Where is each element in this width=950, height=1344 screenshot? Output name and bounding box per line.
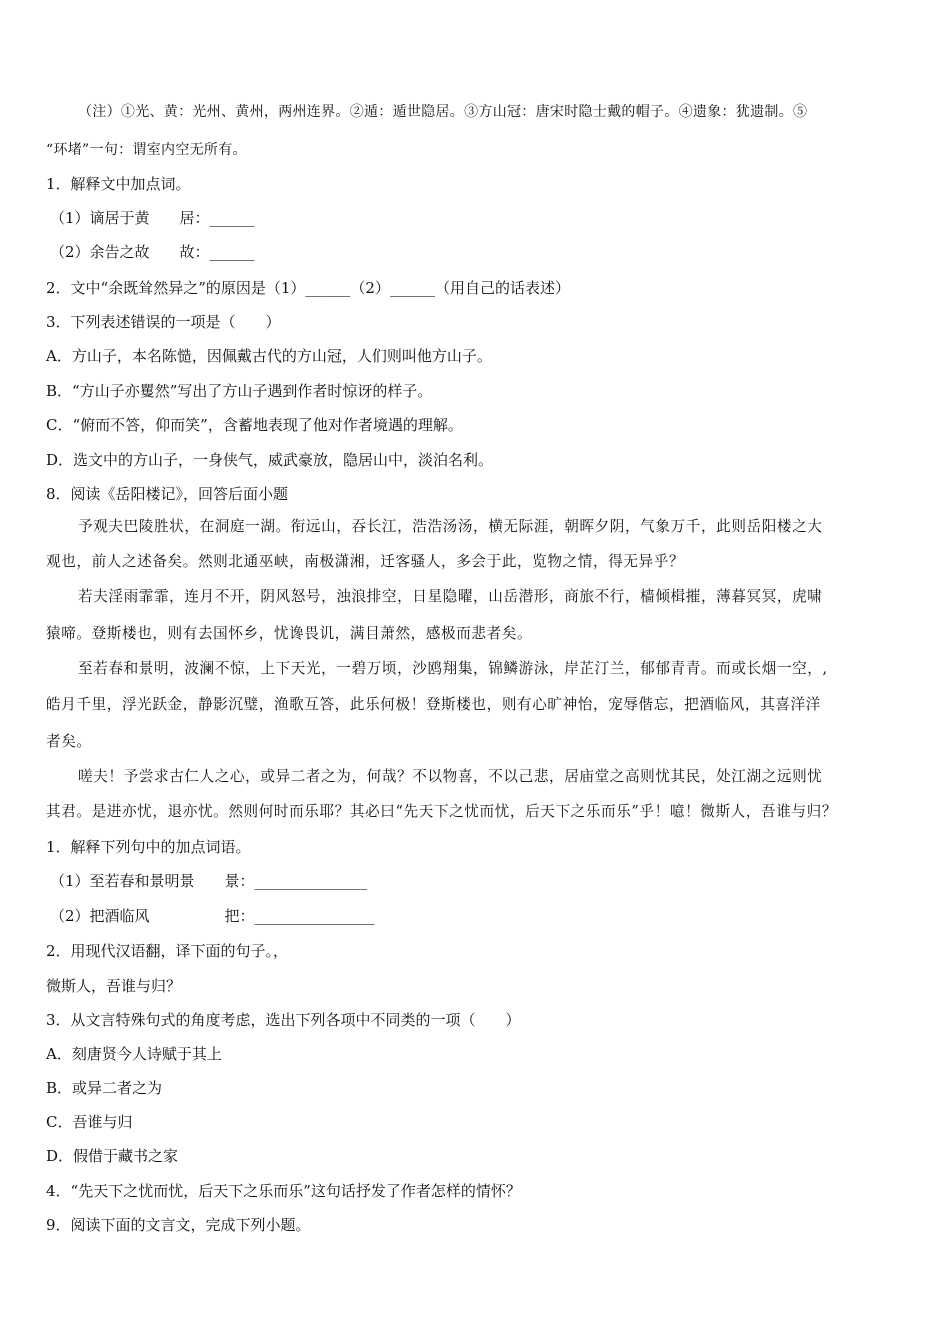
passage-line: 猿啼。登斯楼也，则有去国怀乡，忧谗畏讥，满目萧然，感极而悲者矣。 <box>46 625 533 642</box>
question-stem: 4．“先天下之忧而忧，后天下之乐而乐”这句话抒发了作者怎样的情怀？ <box>46 1182 521 1200</box>
answer-option: A．刻唐贤今人诗赋于其上 <box>46 1045 222 1063</box>
question-stem: 3．下列表述错误的一项是（ ） <box>46 313 281 331</box>
sub-question: （1）谪居于黄 居：______ <box>50 209 255 227</box>
section-heading: 8．阅读《岳阳楼记》，回答后面小题 <box>46 485 289 503</box>
sub-question: （2）把酒临风 把：________________ <box>50 907 375 925</box>
section-heading: 9．阅读下面的文言文，完成下列小题。 <box>46 1216 311 1234</box>
sub-question: （2）余告之故 故：______ <box>50 243 255 261</box>
passage-line: 其君。是进亦忧，退亦忧。然则何时而乐耶？其必曰“先天下之忧而忧，后天下之乐而乐”乎！噫！微斯人，吾谁与归？ <box>46 803 838 820</box>
question-stem: 1．解释文中加点词。 <box>46 175 191 193</box>
passage-line: 至若春和景明，波澜不惊，上下天光，一碧万顷，沙鸥翔集，锦鳞游泳，岸芷汀兰，郁郁青青。而或长烟一空，, <box>78 660 828 677</box>
passage-line: 观也，前人之述备矣。然则北通巫峡，南极潇湘，迁客骚人，多会于此，览物之情，得无异乎？ <box>46 553 685 570</box>
sub-question: （1）至若春和景明景 景：_______________ <box>50 872 368 890</box>
annotation-note-line: “环堵”一句：谓室内空无所有。 <box>46 142 247 158</box>
question-text: 微斯人，吾谁与归？ <box>46 977 182 995</box>
passage-line: 若夫淫雨霏霏，连月不开，阴风怒号，浊浪排空，日星隐曜，山岳潜形，商旅不行，樯倾楫摧，薄暮冥冥，虎啸 <box>78 588 823 605</box>
answer-option: D．选文中的方山子，一身侠气，威武豪放，隐居山中，淡泊名利。 <box>46 451 494 469</box>
annotation-note-line: （注）①光、黄：光州、黄州，两州连界。②遁：遁世隐居。③方山冠：唐宋时隐士戴的帽子。④遗象：犹遗制。⑤ <box>78 104 808 120</box>
answer-option: B．或异二者之为 <box>46 1079 163 1097</box>
answer-option: C．吾谁与归 <box>46 1113 133 1131</box>
question-stem: 3．从文言特殊句式的角度考虑，选出下列各项中不同类的一项（ ） <box>46 1011 521 1029</box>
passage-line: 嗟夫！予尝求古仁人之心，或异二者之为，何哉？不以物喜，不以己悲，居庙堂之高则忧其民，处江湖之远则忧 <box>78 768 823 785</box>
answer-option: D．假借于藏书之家 <box>46 1147 179 1165</box>
answer-option: B．“方山子亦矍然”写出了方山子遇到作者时惊讶的样子。 <box>46 382 433 400</box>
question-stem: 2．用现代汉语翻，译下面的句子。， <box>46 942 289 960</box>
passage-line: 予观夫巴陵胜状，在洞庭一湖。衔远山，吞长江，浩浩汤汤，横无际涯，朝晖夕阴，气象万千，此则岳阳楼之大 <box>78 518 823 535</box>
question-stem: 2．文中“余既耸然异之”的原因是（1）______（2）______（用自己的话表述） <box>46 279 570 297</box>
passage-line: 皓月千里，浮光跃金，静影沉璧，渔歌互答，此乐何极！登斯楼也，则有心旷神怡，宠辱偕忘，把酒临风，其喜洋洋 <box>46 696 821 713</box>
question-stem: 1．解释下列句中的加点词语。 <box>46 838 251 856</box>
answer-option: C．“俯而不答，仰而笑”，含蓄地表现了他对作者境遇的理解。 <box>46 416 463 434</box>
passage-line: 者矣。 <box>46 733 92 750</box>
answer-option: A．方山子，本名陈慥，因佩戴古代的方山冠，人们则叫他方山子。 <box>46 347 492 365</box>
